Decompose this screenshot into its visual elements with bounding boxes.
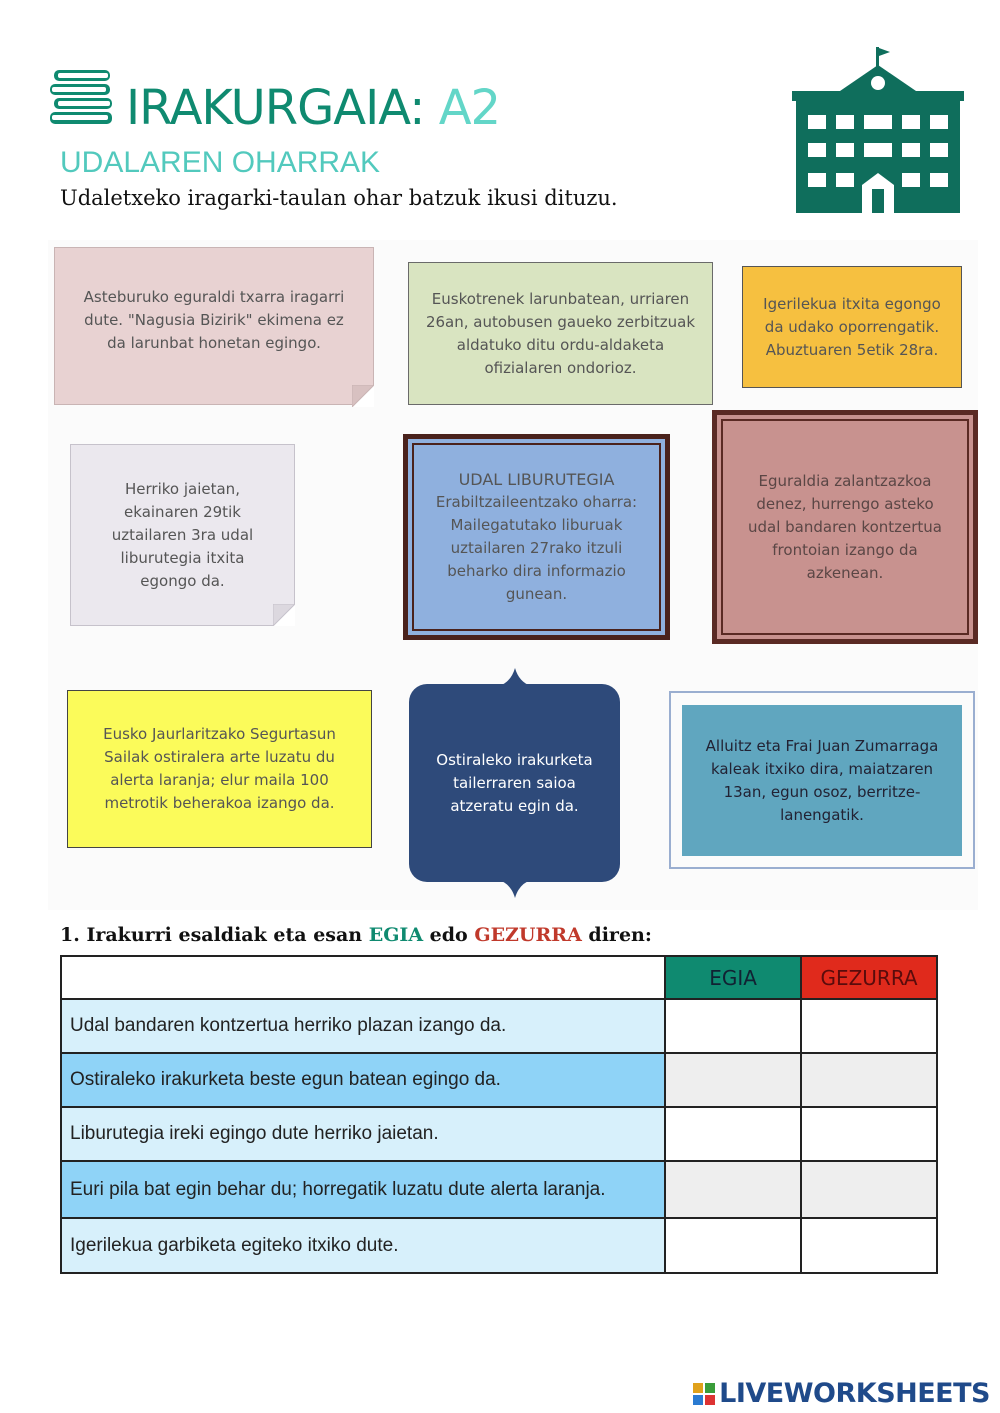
notice-street-closure <box>682 705 962 856</box>
notice-orange-alert <box>67 690 372 848</box>
answer-egia-cell[interactable] <box>665 1107 801 1161</box>
notice-line: Igerilekua itxita egongo <box>763 294 941 313</box>
notice-line: Abuztuaren 5etik 28ra. <box>765 340 939 359</box>
notice-line: Euskotrenek larunbatean, urriaren <box>431 289 690 308</box>
notice-line: denez, hurrengo asteko <box>756 494 934 513</box>
level-badge: A2 <box>438 80 501 136</box>
notice-line: 26an, autobusen gaueko zerbitzuak <box>425 312 696 331</box>
notice-line: 13an, egun osoz, berritze- <box>723 782 921 801</box>
true-false-table <box>60 955 938 1274</box>
table-row <box>61 1107 937 1161</box>
answer-egia-cell[interactable] <box>665 1053 801 1107</box>
notice-line: atzeratu egin da. <box>450 796 579 815</box>
page-fold-icon <box>273 604 295 626</box>
notice-line: Eguraldia zalantzazkoa <box>758 471 932 490</box>
notice-line: tailerraren saioa <box>453 773 576 792</box>
notice-line: frontoian izango da <box>772 540 918 559</box>
answer-gezurra-cell[interactable] <box>801 999 937 1053</box>
notice-line: Mailegatutako liburuak <box>450 516 623 534</box>
notice-line: aldatuko ditu ordu-aldaketa <box>456 335 665 354</box>
stack-of-books-icon <box>48 68 116 130</box>
notice-line: ofizialaren ondorioz. <box>484 358 637 377</box>
true-word: EGIA <box>368 924 424 946</box>
false-word: GEZURRA <box>474 924 582 946</box>
statement-cell: Igerilekua garbiketa egiteko itxiko dute. <box>61 1218 665 1273</box>
table-row <box>61 1053 937 1107</box>
notice-line: da larunbat honetan egingo. <box>107 334 321 352</box>
answer-egia-cell[interactable] <box>665 1161 801 1218</box>
statement-cell: Euri pila bat egin behar du; horregatik luzatu dute alerta laranja. <box>61 1161 665 1218</box>
table-row <box>61 999 937 1053</box>
badge-notch-bottom <box>499 880 531 898</box>
logo-text: LIVEWORKSHEETS <box>719 1378 990 1409</box>
notice-line: liburutegia itxita <box>120 548 245 567</box>
notice-library-closed <box>70 444 295 626</box>
notice-line: kaleak itxiko dira, maiatzaren <box>710 759 934 778</box>
header-egia: EGIA <box>665 956 801 999</box>
statement-cell: Liburutegia ireki egingo dute herriko jaietan. <box>61 1107 665 1161</box>
notice-line: Asteburuko eguraldi txarra iragarri <box>83 288 345 306</box>
notice-line: Sailak ostiralera arte luzatu du <box>104 748 335 766</box>
answer-egia-cell[interactable] <box>665 999 801 1053</box>
header-blank-cell <box>61 956 665 999</box>
instruction-text: 1. Irakurri esaldiak eta esan <box>60 924 369 946</box>
intro-text: Udaletxeko iragarki-taulan ohar batzuk ikusi dituzu. <box>60 186 618 210</box>
header-gezurra: GEZURRA <box>801 956 937 999</box>
notice-weather <box>54 247 374 405</box>
notice-line: Eusko Jaurlaritzako Segurtasun <box>103 725 336 743</box>
liveworksheets-logo-icon <box>693 1383 715 1405</box>
answer-gezurra-cell[interactable] <box>801 1053 937 1107</box>
notice-line: azkenean. <box>806 563 884 582</box>
page-title <box>126 80 500 136</box>
table-row <box>61 1218 937 1273</box>
title-text: IRAKURGAIA: <box>126 80 425 136</box>
notice-line: ekainaren 29tik <box>124 502 241 521</box>
notice-line: da udako oporrengatik. <box>764 317 940 336</box>
statement-cell: Ostiraleko irakurketa beste egun batean egingo da. <box>61 1053 665 1107</box>
notice-library-books <box>403 434 670 640</box>
town-hall-building-icon <box>790 45 966 213</box>
notice-line: uztailaren 27rako itzuli <box>450 539 623 557</box>
table-row <box>61 1161 937 1218</box>
notice-line: Alluitz eta Frai Juan Zumarraga <box>705 736 939 755</box>
answer-gezurra-cell[interactable] <box>801 1218 937 1273</box>
notice-pool <box>742 266 962 388</box>
notice-line: Herriko jaietan, <box>125 479 240 498</box>
notice-line: lanengatik. <box>780 805 864 824</box>
statement-cell: Udal bandaren kontzertua herriko plazan izango da. <box>61 999 665 1053</box>
notice-line: metrotik beherakoa izango da. <box>104 794 335 812</box>
notice-line: beharko dira informazio <box>447 562 626 580</box>
notice-line: Ostiraleko irakurketa <box>436 750 593 769</box>
answer-egia-cell[interactable] <box>665 1218 801 1273</box>
answer-gezurra-cell[interactable] <box>801 1107 937 1161</box>
instruction-text: diren: <box>581 924 652 946</box>
notice-euskotren <box>408 262 713 405</box>
notice-band-concert <box>712 410 978 644</box>
notice-line: uztailaren 3ra udal <box>111 525 254 544</box>
answer-gezurra-cell[interactable] <box>801 1161 937 1218</box>
table-header-row <box>61 956 937 999</box>
notice-line: egongo da. <box>140 571 225 590</box>
page-fold-icon <box>352 385 374 407</box>
notice-heading: UDAL LIBURUTEGIA <box>458 470 615 489</box>
notice-line: udal bandaren kontzertua <box>748 517 942 536</box>
notice-line: dute. "Nagusia Bizirik" ekimena ez <box>84 311 344 329</box>
notice-line: gunean. <box>505 585 568 603</box>
instruction-text: edo <box>423 924 475 946</box>
exercise-instruction <box>60 924 652 946</box>
liveworksheets-logo <box>693 1378 990 1409</box>
notice-line: alerta laranja; elur maila 100 <box>110 771 329 789</box>
notice-reading-workshop <box>409 684 620 882</box>
page-subtitle: UDALAREN OHARRAK <box>60 146 381 179</box>
notice-line: Erabiltzaileentzako oharra: <box>435 493 638 511</box>
